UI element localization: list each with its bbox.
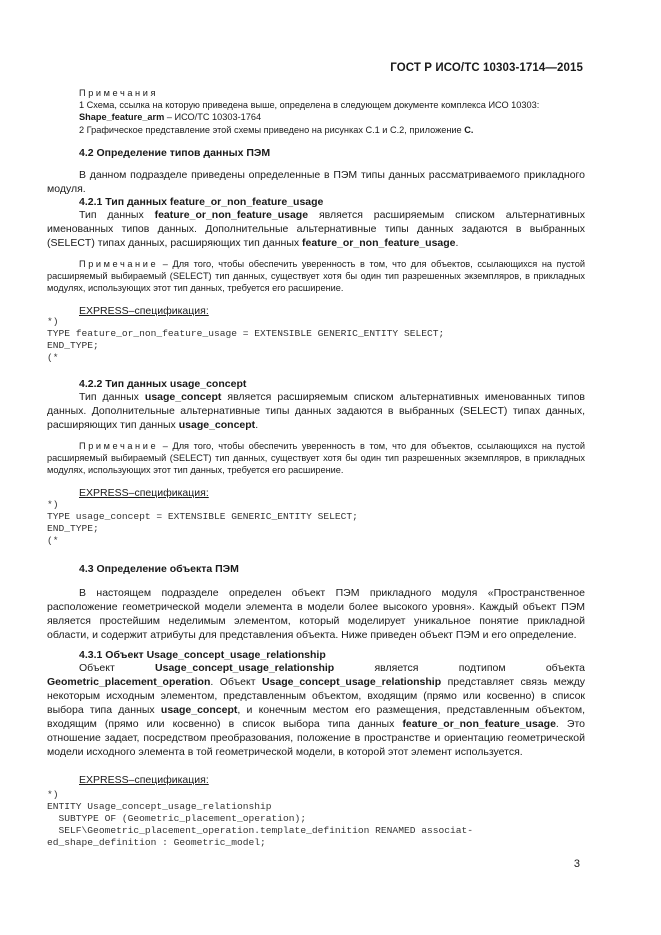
notes-block [47, 87, 585, 136]
section-4-2-1-paragraph: Тип данных feature_or_non_feature_usage является расширяемым списком альтернативных именованных типов данных. Дополнительные альтернативные типы данных задаются в выбранных (SELECT) типах данных, расширяющих тип данных feature_or_non_feature_usage. [47, 209, 585, 249]
express-label-1: EXPRESS–спецификация: [79, 305, 209, 317]
section-4-3-heading: 4.3 Определение объекта ПЭМ [79, 563, 239, 575]
section-4-3-1-heading: 4.3.1 Объект Usage_concept_usage_relationship [79, 649, 326, 661]
section-4-2-2-note: Примечание – Для того, чтобы обеспечить уверенность в том, что для объектов, ссылающихся на пустой расширяемый выбираемый (SELECT) тип данных, существует хотя бы один тип разрешенных экземпляров, в прикладных модулях, использующих этот тип данных, требуется его расширение. [47, 441, 585, 476]
notes-title: Примечания [79, 88, 159, 98]
express-code-1: *) TYPE feature_or_non_feature_usage = EXTENSIBLE GENERIC_ENTITY SELECT; END_TYPE; (* [47, 316, 445, 363]
express-label-3: EXPRESS–спецификация: [79, 774, 209, 786]
section-4-3-intro: В настоящем подразделе определен объект ПЭМ прикладного модуля «Пространственное расположение геометрической модели элемента в модели более высокого уровня». Каждый объект ПЭМ является простейшим неделимым элементом, который моделирует уникальное понятие прикладной области, и содержит атрибуты для представления объекта. Ниже приведен объект ПЭМ и его определение. [47, 587, 585, 641]
section-4-2-1-note: Примечание – Для того, чтобы обеспечить уверенность в том, что для объектов, ссылающихся на пустой расширяемый выбираемый (SELECT) тип данных, существует хотя бы один тип разрешенных экземпляров, в прикладных модулях, использующих этот тип данных, требуется его расширение. [47, 259, 585, 294]
section-4-2-heading: 4.2 Определение типов данных ПЭМ [79, 147, 271, 159]
section-4-2-2-paragraph: Тип данных usage_concept является расширяемым списком альтернативных именованных типов данных. Дополнительные альтернативные типы данных задаются в выбранных (SELECT) типах данных, расширяющих тип данных usage_concept. [47, 391, 585, 431]
express-label-2: EXPRESS–спецификация: [79, 487, 209, 499]
note-2: 2 Графическое представление этой схемы приведено на рисунках С.1 и С.2, приложение С. [79, 124, 474, 135]
page-number: 3 [573, 858, 580, 870]
section-4-2-1-heading: 4.2.1 Тип данных feature_or_non_feature_usage [79, 196, 324, 208]
express-code-3: *) ENTITY Usage_concept_usage_relationship SUBTYPE OF (Geometric_placement_operation); SELF\Geometric_placement_operation.template_definition RENAMED associat- ed_shape_definition : Geometric_model; [47, 789, 474, 848]
note-1: 1 Схема, ссылка на которую приведена выше, определена в следующем документе комплекса ИСО 10303: Shape_feature_arm – ИСО/ТС 10303-1764 [79, 100, 540, 123]
document-header: ГОСТ Р ИСО/ТС 10303-1714—2015 [390, 62, 583, 74]
section-4-2-intro: В данном подразделе приведены определенные в ПЭМ типы данных рассматриваемого прикладного модуля. [47, 169, 585, 195]
section-4-2-2-heading: 4.2.2 Тип данных usage_concept [79, 378, 247, 390]
section-4-3-1-paragraph: Объект Usage_concept_usage_relationship является подтипом объекта Geometric_placement_operation. Объект Usage_concept_usage_relationship представляет связь между некоторым исходным элементом, представленным объектом, входящим (прямо или косвенно) в список выбора типа данных usage_concept, и конечным местом его размещения, представленным объектом, входящим (прямо или косвенно) в список выбора типа данных feature_or_non_feature_usage. Это отношение задает, посредством преобразования, положение в пространстве и ориентацию геометрической модели исходного элемента в той геометрической модели, в которой этот элемент используется. [47, 662, 585, 758]
express-code-2: *) TYPE usage_concept = EXTENSIBLE GENERIC_ENTITY SELECT; END_TYPE; (* [47, 499, 358, 546]
